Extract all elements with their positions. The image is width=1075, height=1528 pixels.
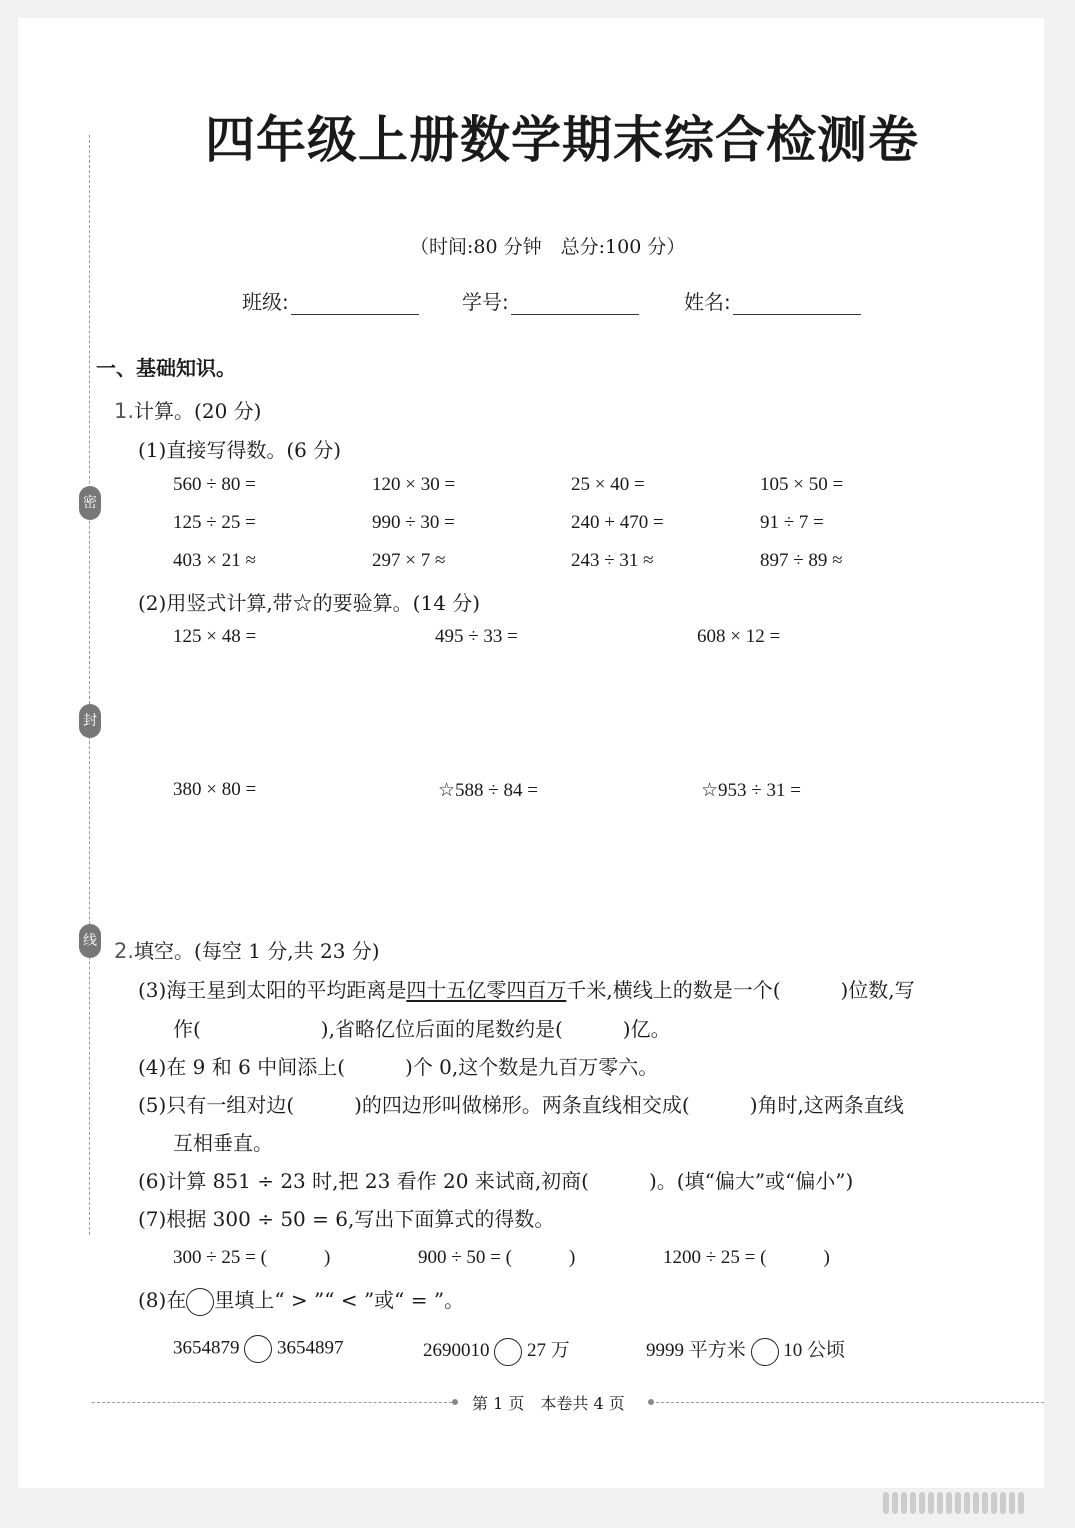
q1-part1-title: (1)直接写得数。(6 分) xyxy=(138,438,342,462)
seal-xian: 线 xyxy=(79,924,101,958)
mental-math-item: 25 × 40 = xyxy=(571,474,645,495)
q2-item5-line1: (5)只有一组对边( )的四边形叫做梯形。两条直线相交成( )角时,这两条直线 xyxy=(138,1093,904,1117)
q2-number: 2. xyxy=(114,939,135,963)
name-field[interactable]: 姓名: xyxy=(684,286,861,315)
compare-item: 3654879 3654897 xyxy=(173,1335,344,1363)
mental-math-item: 125 ÷ 25 = xyxy=(173,512,256,533)
compare-answer-circle[interactable] xyxy=(244,1335,272,1363)
mental-math-item: 240 + 470 = xyxy=(571,512,664,533)
compare-item: 2690010 27 万 xyxy=(423,1335,570,1366)
q2-item7-eq: 1200 ÷ 25 = ( ) xyxy=(663,1247,830,1268)
underlined-number-words: 四十五亿零四百万 xyxy=(406,978,567,1002)
vertical-calc-item: 608 × 12 = xyxy=(697,626,781,647)
vertical-calc-item: ☆588 ÷ 84 = xyxy=(438,780,538,801)
mental-math-item: 990 ÷ 30 = xyxy=(372,512,455,533)
bottom-scroll-marks xyxy=(880,1492,1024,1518)
page-number: 第 1 页 本卷共 4 页 xyxy=(472,1394,625,1413)
q2-item8: (8)在 里填上“ > ”“ < ”或“ = ”。 xyxy=(138,1284,464,1316)
binding-cut-line xyxy=(89,135,90,1235)
mental-math-item: 120 × 30 = xyxy=(372,474,456,495)
footer-divider-right xyxy=(656,1402,1044,1403)
mental-math-item: 897 ÷ 89 ≈ xyxy=(760,550,843,571)
compare-answer-circle[interactable] xyxy=(494,1338,522,1366)
footer-divider-left xyxy=(92,1402,452,1403)
q2-item3-line2: 作( ),省略亿位后面的尾数约是( )亿。 xyxy=(173,1017,671,1041)
q2-title: 填空。(每空 1 分,共 23 分) xyxy=(134,939,380,963)
footer-dot-right xyxy=(648,1399,654,1405)
compare-circle-icon xyxy=(186,1288,214,1316)
student-number-field[interactable]: 学号: xyxy=(462,286,639,315)
q1-part2-title: (2)用竖式计算,带☆的要验算。(14 分) xyxy=(138,591,481,615)
mental-math-item: 560 ÷ 80 = xyxy=(173,474,256,495)
vertical-calc-item: 380 × 80 = xyxy=(173,779,257,800)
mental-math-item: 403 × 21 ≈ xyxy=(173,550,256,571)
q2-item3-line1: (3)海王星到太阳的平均距离是四十五亿零四百万千米,横线上的数是一个( )位数,写 xyxy=(138,978,915,1002)
vertical-calc-item: ☆953 ÷ 31 = xyxy=(701,780,801,801)
q2-item7: (7)根据 300 ÷ 50 = 6,写出下面算式的得数。 xyxy=(138,1207,555,1231)
q1-title: 计算。(20 分) xyxy=(134,399,262,423)
q1-number: 1. xyxy=(114,399,135,423)
mental-math-item: 105 × 50 = xyxy=(760,474,844,495)
q2-heading xyxy=(114,935,380,964)
q2-item7-eq: 300 ÷ 25 = ( ) xyxy=(173,1247,331,1268)
mental-math-item: 91 ÷ 7 = xyxy=(760,512,824,533)
seal-feng: 封 xyxy=(79,704,101,738)
vertical-calc-item: 125 × 48 = xyxy=(173,626,257,647)
q2-item4: (4)在 9 和 6 中间添上( )个 0,这个数是九百万零六。 xyxy=(138,1055,659,1079)
q2-item5-line2: 互相垂直。 xyxy=(173,1131,273,1155)
vertical-calc-item: 495 ÷ 33 = xyxy=(435,626,518,647)
section-basic-knowledge: 一、基础知识。 xyxy=(96,356,236,380)
page-title: 四年级上册数学期末综合检测卷 xyxy=(205,111,919,169)
class-field[interactable]: 班级: xyxy=(242,286,419,315)
mental-math-item: 297 × 7 ≈ xyxy=(372,550,446,571)
q1-heading xyxy=(114,395,261,424)
compare-answer-circle[interactable] xyxy=(751,1338,779,1366)
compare-item: 9999 平方米 10 公顷 xyxy=(646,1335,845,1366)
footer-dot-left xyxy=(452,1399,458,1405)
time-score-info: （时间:80 分钟 总分:100 分） xyxy=(410,236,686,258)
q2-item7-eq: 900 ÷ 50 = ( ) xyxy=(418,1247,576,1268)
q2-item6: (6)计算 851 ÷ 23 时,把 23 看作 20 来试商,初商( )。(填“偏大”或“偏小”) xyxy=(138,1169,854,1193)
seal-mi: 密 xyxy=(79,486,101,520)
mental-math-item: 243 ÷ 31 ≈ xyxy=(571,550,654,571)
